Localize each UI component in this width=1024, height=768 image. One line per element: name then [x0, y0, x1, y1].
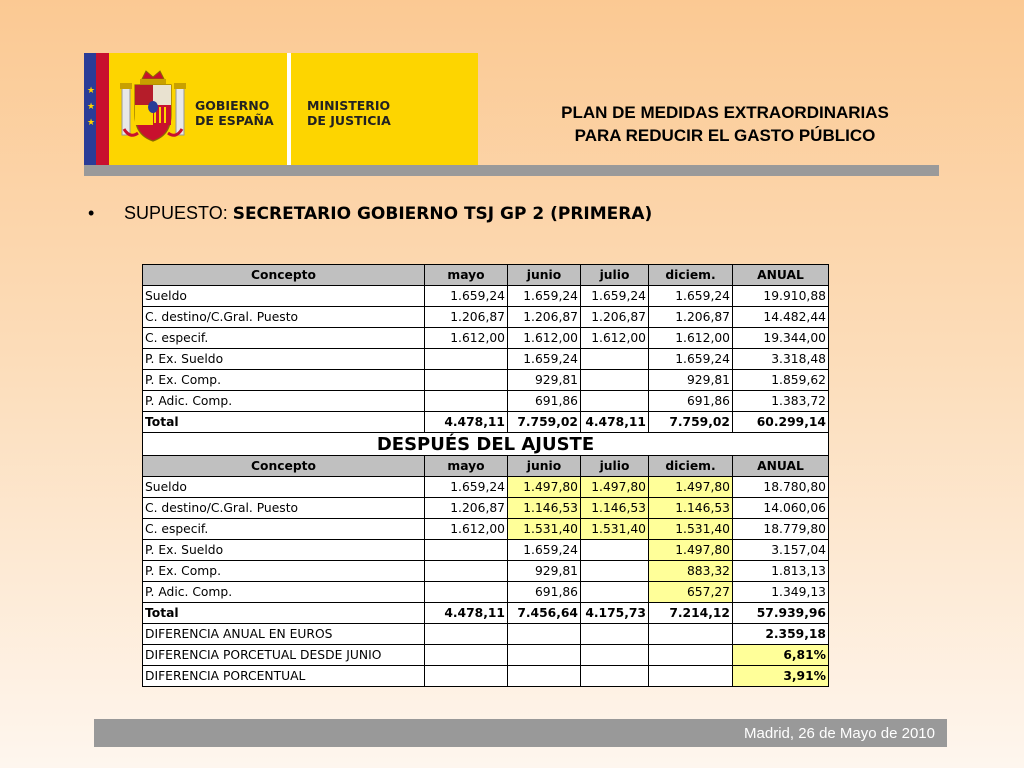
supuesto-line	[88, 203, 652, 224]
total-value: 4.478,11	[425, 603, 508, 624]
row-value: 18.779,80	[733, 519, 829, 540]
row-value	[581, 540, 649, 561]
table-row	[143, 391, 829, 412]
row-value: 1.659,24	[508, 286, 581, 307]
total-value: 7.214,12	[649, 603, 733, 624]
spain-flag-stripe	[96, 53, 109, 165]
row-value: 929,81	[508, 561, 581, 582]
column-header: julio	[581, 456, 649, 477]
row-value: 883,32	[649, 561, 733, 582]
column-header: junio	[508, 456, 581, 477]
row-value: 1.206,87	[581, 307, 649, 328]
row-value: 1.531,40	[508, 519, 581, 540]
row-value	[425, 370, 508, 391]
eu-stars-icon: ★ ★ ★	[86, 86, 96, 128]
empty-cell	[425, 666, 508, 687]
difference-row	[143, 666, 829, 687]
row-concept: C. especif.	[143, 519, 425, 540]
total-label: Total	[143, 412, 425, 433]
row-value: 691,86	[508, 582, 581, 603]
logo-divider	[287, 53, 291, 165]
table-row	[143, 328, 829, 349]
row-value: 1.146,53	[508, 498, 581, 519]
table-row	[143, 477, 829, 498]
row-value: 1.659,24	[581, 286, 649, 307]
row-value	[425, 582, 508, 603]
row-concept: P. Adic. Comp.	[143, 582, 425, 603]
section-title-row	[143, 433, 829, 456]
row-value: 1.497,80	[649, 540, 733, 561]
column-header: diciem.	[649, 265, 733, 286]
row-value	[581, 391, 649, 412]
coat-of-arms-icon	[120, 69, 186, 149]
empty-cell	[425, 645, 508, 666]
column-header: junio	[508, 265, 581, 286]
row-value: 1.612,00	[581, 328, 649, 349]
row-value: 1.659,24	[425, 477, 508, 498]
empty-cell	[508, 624, 581, 645]
row-value: 1.349,13	[733, 582, 829, 603]
row-value	[581, 349, 649, 370]
column-header: mayo	[425, 265, 508, 286]
total-label: Total	[143, 603, 425, 624]
column-header: Concepto	[143, 456, 425, 477]
table-row	[143, 498, 829, 519]
empty-cell	[508, 645, 581, 666]
row-value	[581, 561, 649, 582]
row-value	[425, 540, 508, 561]
row-value: 1.612,00	[425, 328, 508, 349]
row-value: 1.206,87	[425, 307, 508, 328]
total-value: 7.759,02	[508, 412, 581, 433]
supuesto-value: SECRETARIO GOBIERNO TSJ GP 2 (PRIMERA)	[232, 204, 653, 224]
page-title	[500, 101, 950, 147]
supuesto-label: SUPUESTO:	[124, 203, 233, 223]
table-row	[143, 582, 829, 603]
row-value: 1.531,40	[581, 519, 649, 540]
column-header: julio	[581, 265, 649, 286]
empty-cell	[425, 624, 508, 645]
row-value	[581, 370, 649, 391]
total-value: 4.175,73	[581, 603, 649, 624]
row-value: 1.612,00	[508, 328, 581, 349]
table-row	[143, 519, 829, 540]
row-concept: Sueldo	[143, 477, 425, 498]
table-total-row	[143, 603, 829, 624]
row-value: 1.659,24	[649, 286, 733, 307]
table-row	[143, 540, 829, 561]
table-total-row	[143, 412, 829, 433]
empty-cell	[508, 666, 581, 687]
row-value: 1.146,53	[581, 498, 649, 519]
row-value: 657,27	[649, 582, 733, 603]
difference-value: 3,91%	[733, 666, 829, 687]
row-value: 14.482,44	[733, 307, 829, 328]
row-value: 18.780,80	[733, 477, 829, 498]
row-concept: C. destino/C.Gral. Puesto	[143, 307, 425, 328]
page-title-line-2: PARA REDUCIR EL GASTO PÚBLICO	[574, 126, 876, 145]
empty-cell	[581, 624, 649, 645]
row-value: 3.318,48	[733, 349, 829, 370]
total-value: 4.478,11	[425, 412, 508, 433]
empty-cell	[649, 624, 733, 645]
column-header: Concepto	[143, 265, 425, 286]
row-concept: Sueldo	[143, 286, 425, 307]
section-title: DESPUÉS DEL AJUSTE	[143, 433, 829, 456]
row-value: 1.659,24	[649, 349, 733, 370]
row-value: 1.859,62	[733, 370, 829, 391]
empty-cell	[649, 645, 733, 666]
row-value: 929,81	[508, 370, 581, 391]
table-header-row	[143, 456, 829, 477]
row-concept: P. Ex. Sueldo	[143, 540, 425, 561]
row-value: 1.206,87	[425, 498, 508, 519]
total-value: 7.759,02	[649, 412, 733, 433]
total-value: 57.939,96	[733, 603, 829, 624]
row-concept: C. destino/C.Gral. Puesto	[143, 498, 425, 519]
row-concept: P. Ex. Comp.	[143, 561, 425, 582]
row-value: 14.060,06	[733, 498, 829, 519]
government-logo	[84, 53, 478, 165]
row-value: 1.813,13	[733, 561, 829, 582]
row-value	[425, 561, 508, 582]
total-value: 4.478,11	[581, 412, 649, 433]
row-value: 1.531,40	[649, 519, 733, 540]
row-value: 1.383,72	[733, 391, 829, 412]
table-row	[143, 561, 829, 582]
column-header: mayo	[425, 456, 508, 477]
row-value	[425, 349, 508, 370]
row-value: 1.146,53	[649, 498, 733, 519]
row-value	[581, 582, 649, 603]
total-value: 60.299,14	[733, 412, 829, 433]
footer-bar	[94, 719, 947, 747]
row-value: 1.206,87	[508, 307, 581, 328]
ministerio-justicia-text: MINISTERIO DE JUSTICIA	[307, 98, 391, 128]
table-row	[143, 286, 829, 307]
row-value: 1.659,24	[425, 286, 508, 307]
row-value: 691,86	[649, 391, 733, 412]
total-value: 7.456,64	[508, 603, 581, 624]
difference-label: DIFERENCIA PORCENTUAL	[143, 666, 425, 687]
row-value: 1.497,80	[649, 477, 733, 498]
row-value: 929,81	[649, 370, 733, 391]
table-header-row	[143, 265, 829, 286]
row-value: 1.659,24	[508, 349, 581, 370]
difference-value: 2.359,18	[733, 624, 829, 645]
row-value: 1.659,24	[508, 540, 581, 561]
bullet-icon: •	[88, 203, 95, 223]
empty-cell	[581, 666, 649, 687]
column-header: ANUAL	[733, 265, 829, 286]
difference-label: DIFERENCIA ANUAL EN EUROS	[143, 624, 425, 645]
row-value: 1.206,87	[649, 307, 733, 328]
row-concept: P. Adic. Comp.	[143, 391, 425, 412]
salary-table	[142, 264, 829, 687]
gobierno-espana-text: GOBIERNO DE ESPAÑA	[195, 98, 274, 128]
row-value: 3.157,04	[733, 540, 829, 561]
row-concept: C. especif.	[143, 328, 425, 349]
table-row	[143, 307, 829, 328]
row-concept: P. Ex. Comp.	[143, 370, 425, 391]
row-value	[425, 391, 508, 412]
empty-cell	[649, 666, 733, 687]
difference-row	[143, 645, 829, 666]
difference-label: DIFERENCIA PORCETUAL DESDE JUNIO	[143, 645, 425, 666]
row-concept: P. Ex. Sueldo	[143, 349, 425, 370]
empty-cell	[581, 645, 649, 666]
column-header: diciem.	[649, 456, 733, 477]
table-row	[143, 370, 829, 391]
row-value: 691,86	[508, 391, 581, 412]
row-value: 19.344,00	[733, 328, 829, 349]
row-value: 1.497,80	[508, 477, 581, 498]
difference-row	[143, 624, 829, 645]
row-value: 1.497,80	[581, 477, 649, 498]
header-divider	[84, 165, 939, 176]
page-title-line-1: PLAN DE MEDIDAS EXTRAORDINARIAS	[561, 103, 889, 122]
column-header: ANUAL	[733, 456, 829, 477]
row-value: 1.612,00	[649, 328, 733, 349]
difference-value: 6,81%	[733, 645, 829, 666]
footer-date: Madrid, 26 de Mayo de 2010	[744, 725, 935, 742]
row-value: 1.612,00	[425, 519, 508, 540]
table-row	[143, 349, 829, 370]
row-value: 19.910,88	[733, 286, 829, 307]
